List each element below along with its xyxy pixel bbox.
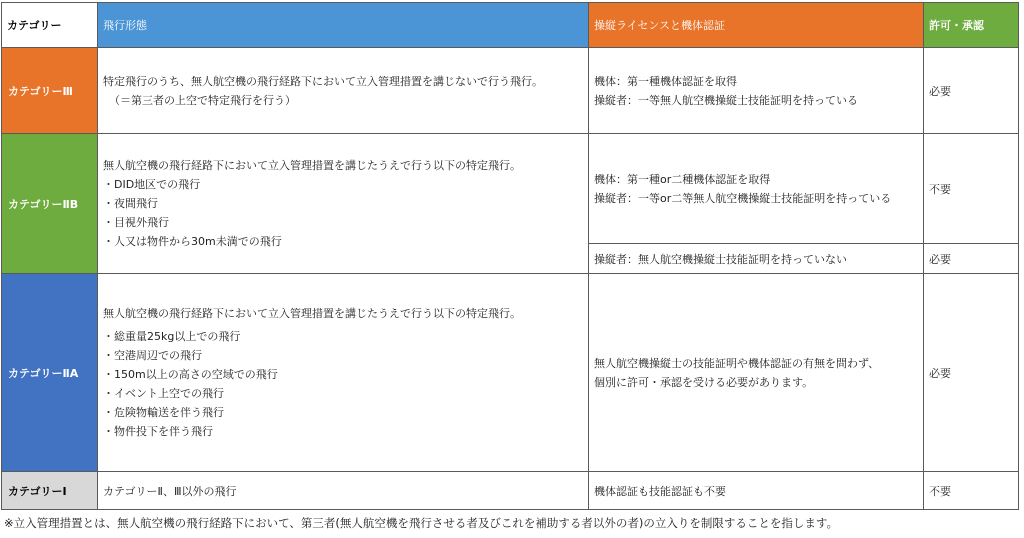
row-category-2a: [2, 274, 1019, 472]
drone-category-table: [1, 2, 1019, 510]
category-2b-form-intro: 無人航空機の飛行経路下において立入管理措置を講じたうえで行う以下の特定飛行。: [103, 159, 521, 172]
category-3-form: [98, 48, 589, 134]
category-2a-license-line-1: 無人航空機操縦士の技能証明や機体認証の有無を問わず、: [594, 356, 880, 370]
category-1-label: カテゴリーⅠ: [2, 472, 98, 510]
list-item: ・物件投下を伴う飛行: [103, 425, 213, 438]
category-2b-permission-a: 不要: [924, 134, 1019, 244]
category-3-license-line-1: 機体：第一種機体認証を取得: [594, 74, 737, 88]
category-2a-label: カテゴリーⅡA: [2, 274, 98, 472]
header-permission: 許可・承認: [924, 3, 1019, 48]
category-2b-license-a-line-1: 機体：第一種or二種機体認証を取得: [594, 172, 771, 186]
category-2b-license-a-line-2: 操縦者：一等or二等無人航空機操縦士技能証明を持っている: [594, 191, 892, 205]
list-item: ・夜間飛行: [103, 197, 158, 210]
header-license: 操縦ライセンスと機体認証: [589, 3, 924, 48]
footnote: ※立入管理措置とは、無人航空機の飛行経路下において、第三者(無人航空機を飛行させる者及びこれを補助する者以外の者)の立入りを制限することを指します。: [4, 516, 838, 530]
category-2b-license-a: [589, 134, 924, 244]
category-2b-license-b: 操縦者：無人航空機操縦士技能証明を持っていない: [589, 244, 924, 274]
list-item: ・150m以上の高さの空域での飛行: [103, 368, 278, 381]
list-item: ・DID地区での飛行: [103, 178, 201, 191]
category-1-permission: 不要: [924, 472, 1019, 510]
category-3-license: [589, 48, 924, 134]
category-3-license-line-2: 操縦者：一等無人航空機操縦士技能証明を持っている: [594, 93, 858, 107]
list-item: ・危険物輸送を伴う飛行: [103, 406, 224, 419]
list-item: ・空港周辺での飛行: [103, 349, 202, 362]
list-item: ・人又は物件から30m未満での飛行: [103, 235, 282, 248]
list-item: ・イベント上空での飛行: [103, 387, 224, 400]
header-category: カテゴリー: [2, 3, 98, 48]
category-2a-form: [98, 274, 589, 472]
category-2a-license-line-2: 個別に許可・承認を受ける必要があります。: [594, 375, 814, 389]
category-3-permission: 必要: [924, 48, 1019, 134]
category-2a-license: [589, 274, 924, 472]
category-3-form-line-2: （＝第三者の上空で特定飛行を行う）: [109, 93, 296, 107]
header-flight-form: 飛行形態: [98, 3, 589, 48]
category-1-form: カテゴリーⅡ、Ⅲ以外の飛行: [98, 472, 589, 510]
category-1-license: 機体認証も技能認証も不要: [589, 472, 924, 510]
category-2b-form: [98, 134, 589, 274]
row-category-3: [2, 48, 1019, 134]
row-category-2b: [2, 134, 1019, 244]
category-2a-form-intro: 無人航空機の飛行経路下において立入管理措置を講じたうえで行う以下の特定飛行。: [103, 307, 521, 320]
header-row: [2, 3, 1019, 48]
category-2b-permission-b: 必要: [924, 244, 1019, 274]
list-item: ・総重量25kg以上での飛行: [103, 330, 241, 343]
list-item: ・目視外飛行: [103, 216, 169, 229]
category-2b-label: カテゴリーⅡB: [2, 134, 98, 274]
row-category-1: [2, 472, 1019, 510]
category-3-label: カテゴリーⅢ: [2, 48, 98, 134]
category-3-form-line-1: 特定飛行のうち、無人航空機の飛行経路下において立入管理措置を講じないで行う飛行。: [103, 74, 543, 88]
category-2a-permission: 必要: [924, 274, 1019, 472]
